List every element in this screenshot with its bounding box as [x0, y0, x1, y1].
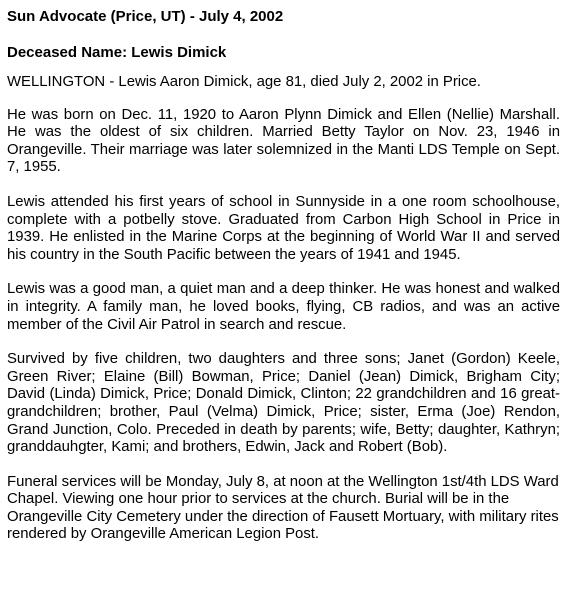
source-heading: Sun Advocate (Price, UT) - July 4, 2002 — [7, 8, 284, 25]
death-notice-paragraph: WELLINGTON - Lewis Aaron Dimick, age 81, died July 2, 2002 in Price. — [7, 74, 481, 90]
birth-marriage-paragraph: He was born on Dec. 11, 1920 to Aaron Plynn Dimick and Ellen (Nellie) Marshall. He was the oldest of six children. Married Betty Taylor on Nov. 23, 1946 in Orangeville. Their marriage was later solemnized in the Manti LDS Temple on Sept. 7, 1955. — [7, 106, 560, 176]
obituary-document — [7, 7, 560, 561]
character-paragraph: Lewis was a good man, a quiet man and a deep thinker. He was honest and walked in integrity. A family man, he loved books, flying, CB radios, and was an active member of the Civil Air Patrol in search and rescue. — [7, 281, 560, 333]
deceased-name-heading: Deceased Name: Lewis Dimick — [7, 44, 227, 61]
funeral-services-paragraph: Funeral services will be Monday, July 8, at noon at the Wellington 1st/4th LDS Ward Chapel. Viewing one hour prior to services at the church. Burial will be in the Orangeville City Cemetery under the direction of Fausett Mortuary, with military rites rendered by Orangeville American Legion Post. — [7, 473, 559, 543]
survivors-paragraph: Survived by five children, two daughters and three sons; Janet (Gordon) Keele, Green River; Elaine (Bill) Bowman, Price; Daniel (Jean) Dimick, Brigham City; David (Linda) Dimick, Price; Donald Dimick, Clinton; 22 grandchildren and 16 great-grandchildren; brother, Paul (Velma) Dimick, Price; sister, Erma (Joe) Rendon, Grand Junction, Colo. Preceded in death by parents; wife, Betty; daughter, Kathryn; granddauhgter, Kami; and brothers, Edwin, Jack and Robert (Bob). — [7, 351, 560, 456]
education-military-paragraph: Lewis attended his first years of school in Sunnyside in a one room schoolhouse, complete with a potbelly stove. Graduated from Carbon High School in Price in 1939. He enlisted in the Marine Corps at the beginning of World War II and served his country in the South Pacific between the years of 1941 and 1945. — [7, 193, 560, 263]
